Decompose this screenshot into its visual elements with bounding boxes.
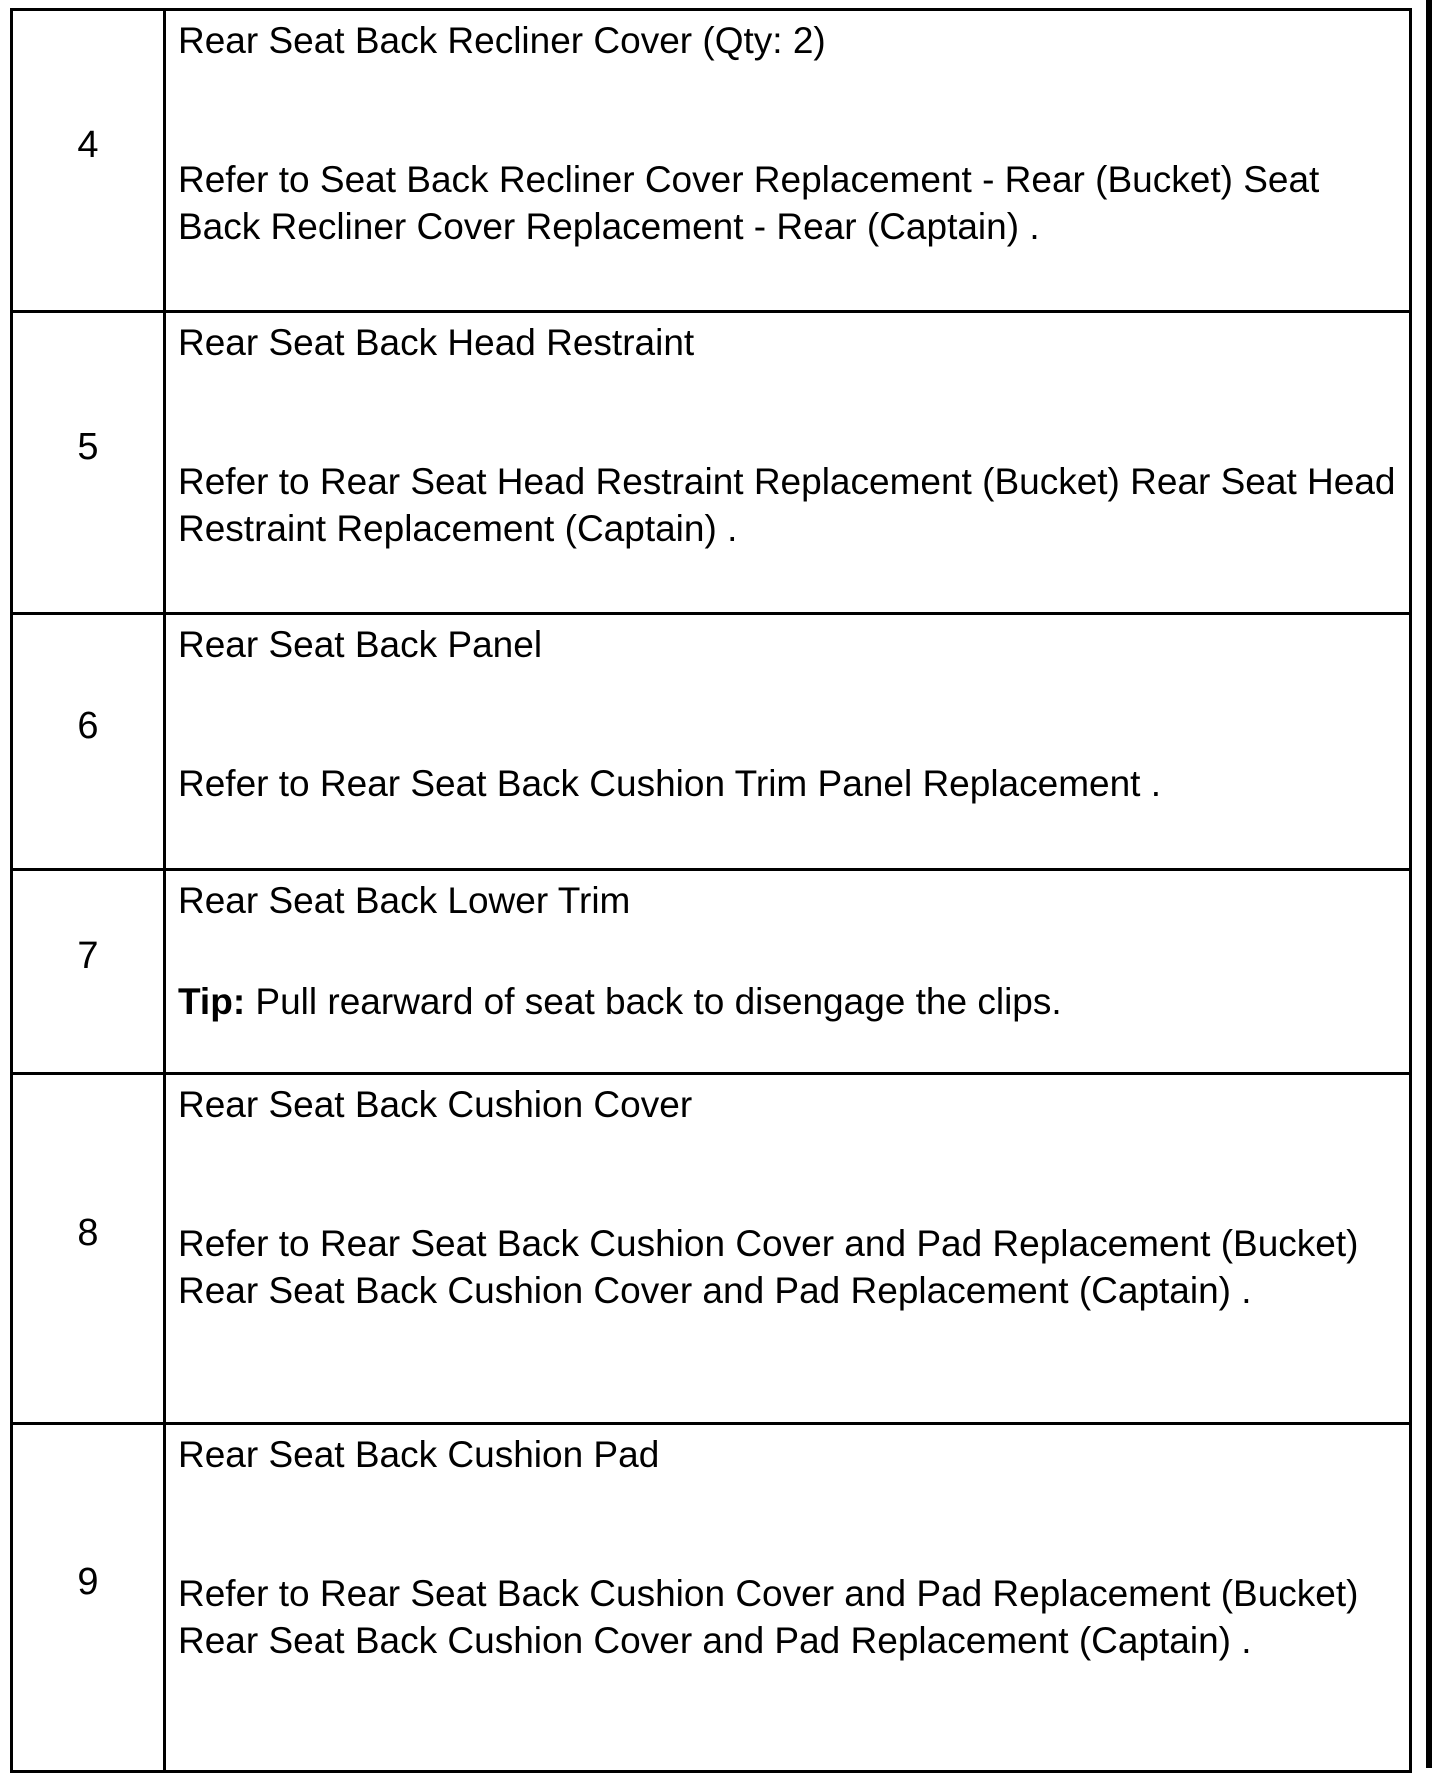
step-reference-text: Refer to Rear Seat Back Cushion Trim Panel Replacement . — [178, 763, 1162, 804]
step-number: 4 — [12, 10, 165, 312]
step-row — [12, 312, 1411, 614]
step-row — [12, 870, 1411, 1074]
step-number: 6 — [12, 614, 165, 870]
step-number: 8 — [12, 1074, 165, 1424]
step-title: Rear Seat Back Lower Trim — [178, 880, 631, 921]
step-title: Rear Seat Back Head Restraint — [178, 322, 695, 363]
step-title: Rear Seat Back Panel — [178, 624, 543, 665]
tip-label: Tip: — [178, 981, 246, 1022]
page-right-border — [1426, 0, 1432, 1768]
step-description — [165, 1424, 1411, 1772]
step-title: Rear Seat Back Cushion Pad — [178, 1434, 660, 1475]
step-description — [165, 870, 1411, 1074]
step-description — [165, 312, 1411, 614]
step-reference-text: Refer to Seat Back Recliner Cover Replacement - Rear (Bucket) Seat Back Recliner Cover Replacement - Rear (Captain) . — [178, 159, 1320, 247]
step-number: 7 — [12, 870, 165, 1074]
step-title: Rear Seat Back Cushion Cover — [178, 1084, 693, 1125]
step-title: Rear Seat Back Recliner Cover (Qty: 2) — [178, 20, 826, 61]
step-reference-text: Refer to Rear Seat Head Restraint Replacement (Bucket) Rear Seat Head Restraint Replacement (Captain) . — [178, 461, 1396, 549]
step-tip — [178, 978, 1397, 1025]
step-row — [12, 1074, 1411, 1424]
step-reference-text: Refer to Rear Seat Back Cushion Cover and Pad Replacement (Bucket) Rear Seat Back Cushion Cover and Pad Replacement (Captain) . — [178, 1573, 1359, 1661]
step-row — [12, 614, 1411, 870]
step-number: 5 — [12, 312, 165, 614]
step-description — [165, 1074, 1411, 1424]
step-description — [165, 10, 1411, 312]
step-number: 9 — [12, 1424, 165, 1772]
tip-text: Pull rearward of seat back to disengage the clips. — [255, 981, 1062, 1022]
step-row — [12, 1424, 1411, 1772]
step-row — [12, 10, 1411, 312]
step-description — [165, 614, 1411, 870]
step-reference-text: Refer to Rear Seat Back Cushion Cover and Pad Replacement (Bucket) Rear Seat Back Cushion Cover and Pad Replacement (Captain) . — [178, 1223, 1359, 1311]
procedure-steps-table — [10, 8, 1412, 1773]
